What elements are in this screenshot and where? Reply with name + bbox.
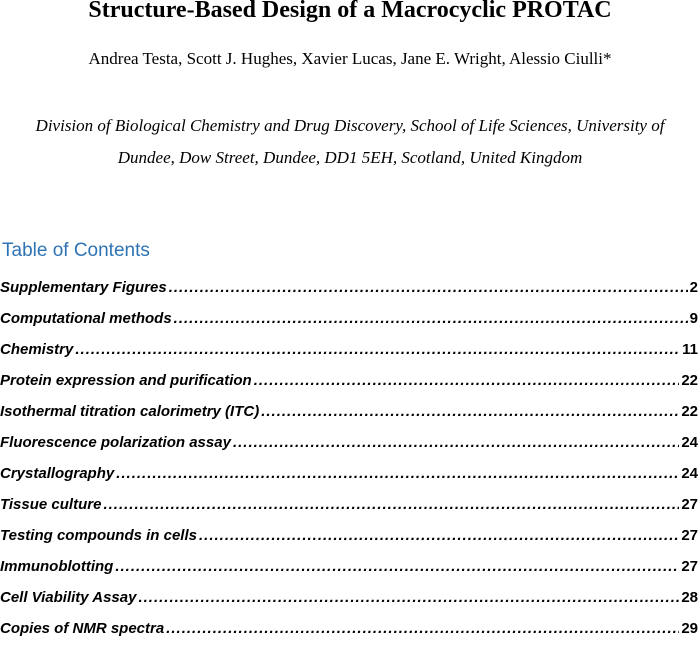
dot-leader [254, 369, 680, 393]
paper-title: Structure-Based Design of a Macrocyclic PROTAC [88, 0, 612, 23]
dot-leader [115, 555, 679, 579]
toc-entry-label: Copies of NMR spectra [0, 620, 165, 637]
dot-leader [166, 617, 679, 641]
table-of-contents [0, 276, 700, 648]
toc-entry-label: Supplementary Figures [0, 279, 167, 296]
toc-entry-protein-expression[interactable] [0, 369, 700, 400]
dot-leader [103, 493, 679, 517]
toc-entry-nmr-spectra[interactable] [0, 617, 700, 648]
toc-entry-label: Crystallography [0, 465, 115, 482]
toc-page-number: 2 [689, 279, 698, 296]
toc-entry-chemistry[interactable] [0, 338, 700, 369]
dot-leader [261, 400, 679, 424]
toc-entry-label: Chemistry [0, 341, 74, 358]
toc-entry-cell-viability[interactable] [0, 586, 700, 617]
toc-entry-label: Protein expression and purification [0, 372, 252, 389]
dot-leader [233, 431, 679, 455]
toc-page-number: 27 [681, 496, 698, 513]
toc-entry-crystallography[interactable] [0, 462, 700, 493]
author-affiliation: Division of Biological Chemistry and Drug Discovery, School of Life Sciences, University of Dundee, Dow Street, Dundee, DD1 5EH, Scotland, United Kingdom [35, 116, 665, 167]
toc-entry-label: Computational methods [0, 310, 172, 327]
dot-leader [116, 462, 679, 486]
toc-entry-supplementary-figures[interactable] [0, 276, 700, 307]
toc-page-number: 29 [681, 620, 698, 637]
toc-page-number: 27 [681, 527, 698, 544]
toc-page-number: 9 [689, 310, 698, 327]
toc-page-number: 11 [682, 341, 698, 358]
toc-entry-label: Isothermal titration calorimetry (ITC) [0, 403, 260, 420]
toc-page-number: 24 [681, 434, 698, 451]
author-list: Andrea Testa, Scott J. Hughes, Xavier Lucas, Jane E. Wright, Alessio Ciulli* [88, 49, 612, 68]
toc-entry-label: Immunoblotting [0, 558, 114, 575]
dot-leader [199, 524, 679, 548]
dot-leader [169, 276, 688, 300]
toc-page-number: 28 [681, 589, 698, 606]
toc-entry-computational-methods[interactable] [0, 307, 700, 338]
toc-page-number: 22 [681, 403, 698, 420]
dot-leader [138, 586, 679, 610]
toc-entry-immunoblotting[interactable] [0, 555, 700, 586]
dot-leader [174, 307, 688, 331]
toc-entry-label: Cell Viability Assay [0, 589, 137, 606]
toc-entry-label: Fluorescence polarization assay [0, 434, 231, 451]
toc-heading: Table of Contents [2, 240, 150, 261]
toc-entry-tissue-culture[interactable] [0, 493, 700, 524]
toc-page-number: 24 [681, 465, 698, 482]
toc-entry-fluorescence-polarization[interactable] [0, 431, 700, 462]
toc-entry-label: Tissue culture [0, 496, 102, 513]
dot-leader [75, 338, 680, 362]
toc-page-number: 27 [681, 558, 698, 575]
toc-entry-itc[interactable] [0, 400, 700, 431]
toc-page-number: 22 [681, 372, 698, 389]
toc-entry-label: Testing compounds in cells [0, 527, 197, 544]
toc-entry-testing-compounds[interactable] [0, 524, 700, 555]
